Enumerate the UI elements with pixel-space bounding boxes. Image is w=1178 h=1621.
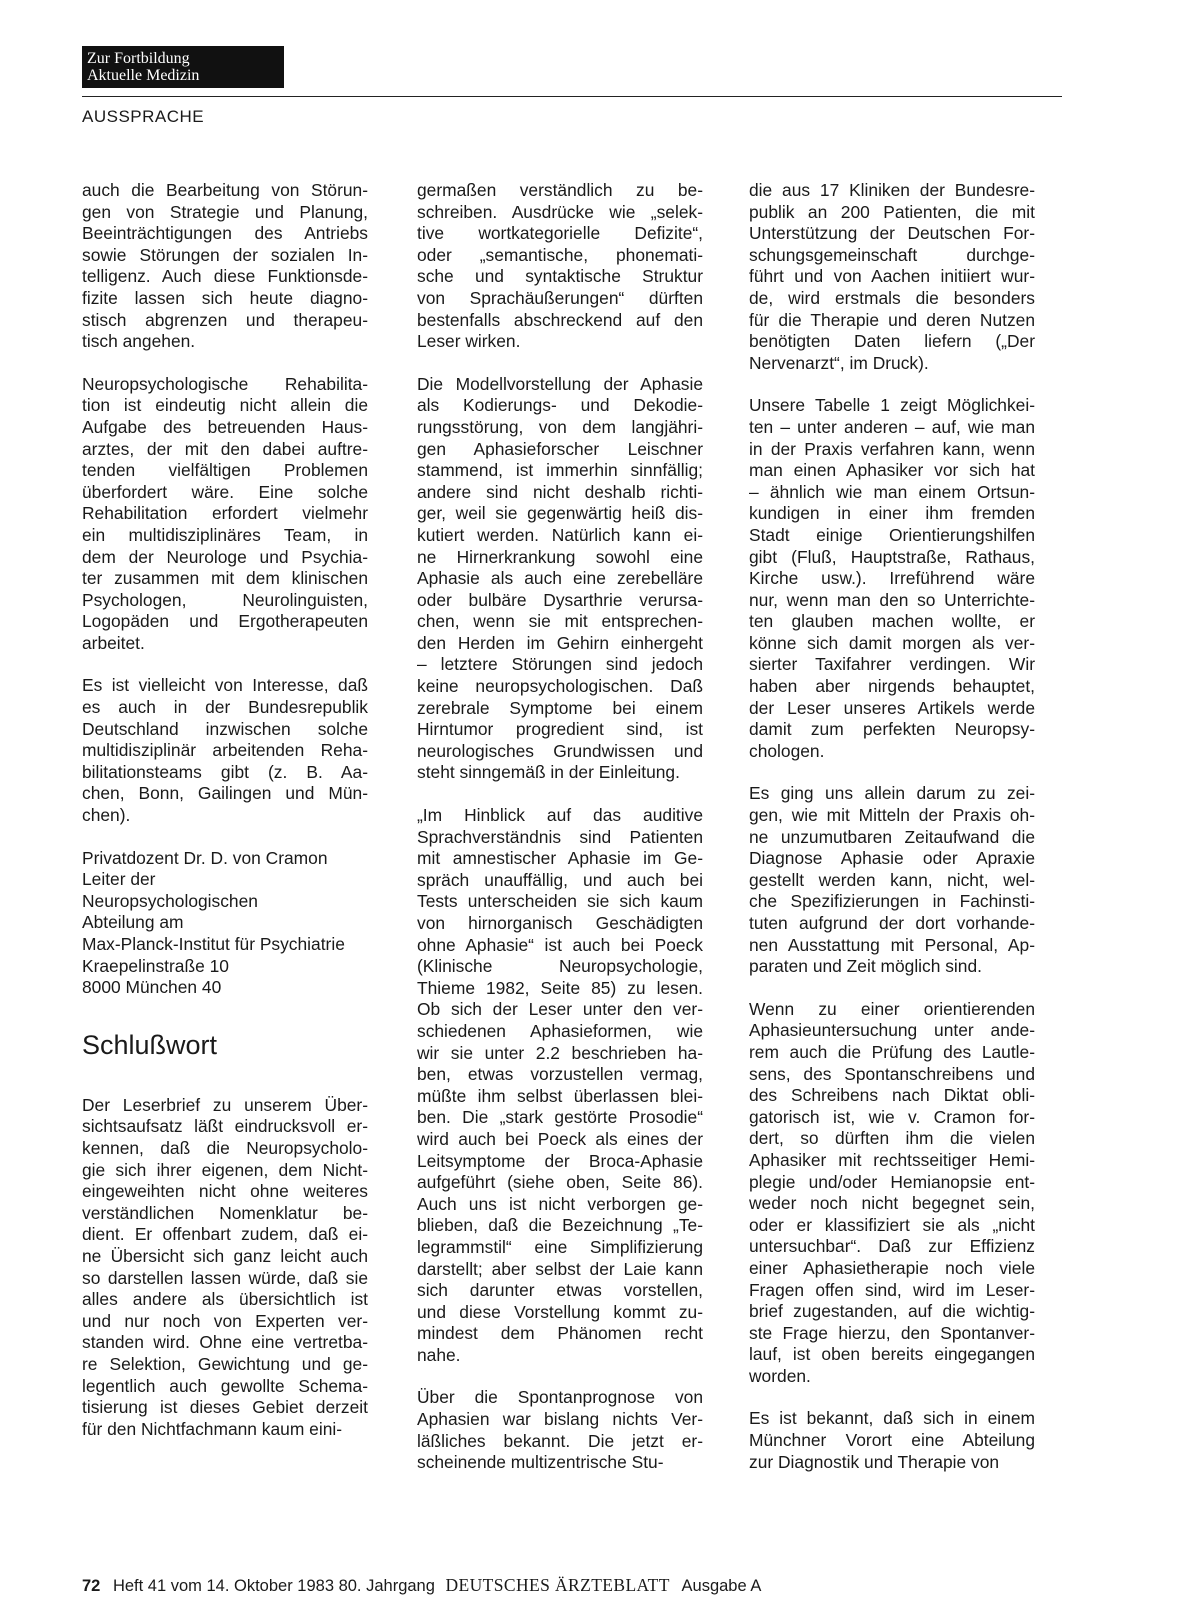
- text-line: gen Aphasieforscher Leischner: [417, 438, 703, 459]
- column-1: [82, 180, 368, 1461]
- text-line: Neuropsychologischen: [82, 890, 258, 911]
- text-line: weder noch nicht begegnet sein,: [749, 1193, 1035, 1214]
- col2-paragraph-2: [417, 374, 703, 784]
- text-line: Kirche usw.). Irreführend wäre: [749, 568, 1035, 589]
- text-line: Aufgabe des betreuenden Haus-: [82, 416, 368, 437]
- text-line: 8000 München 40: [82, 977, 222, 998]
- column-2: [417, 180, 703, 1495]
- text-line: den Herden im Gehirn einhergeht: [417, 632, 703, 653]
- text-line: Aphasien war bislang nichts Ver-: [417, 1409, 703, 1430]
- text-line: Über die Spontanprognose von: [417, 1387, 703, 1408]
- edition: Ausgabe A: [681, 1577, 762, 1595]
- text-line: mit amnestischer Aphasie im Ge-: [417, 848, 703, 869]
- text-line: tisch angehen.: [82, 331, 196, 352]
- text-line: Aphasiker mit rechtsseitiger Hemi-: [749, 1149, 1035, 1170]
- text-line: ger, weil sie gegenwärtig heiß dis-: [417, 503, 703, 524]
- text-line: Privatdozent Dr. D. von Cramon: [82, 847, 328, 868]
- text-line: schiedenen Aphasieformen, wie: [417, 1020, 703, 1041]
- col1-paragraph-2: [82, 374, 368, 655]
- text-line: man einen Aphasiker vor sich hat: [749, 460, 1035, 481]
- text-line: paraten und Zeit möglich sind.: [749, 956, 982, 977]
- text-line: überfordert wäre. Eine solche: [82, 481, 368, 502]
- text-line: eingeweihten nicht ohne weiteres: [82, 1181, 368, 1202]
- text-line: Münchner Vorort eine Abteilung: [749, 1430, 1035, 1451]
- text-line: sichtsaufsatz läßt eindrucksvoll er-: [82, 1116, 368, 1137]
- text-line: ohne Aphasie“ ist auch bei Poeck: [417, 934, 703, 955]
- text-line: gatorisch ist, wie v. Cramon for-: [749, 1106, 1035, 1127]
- text-line: von Sprachäußerungen“ dürften: [417, 287, 703, 308]
- text-line: de, wird erstmals die besonders: [749, 287, 1035, 308]
- text-line: in der Praxis verfahren kann, wenn: [749, 438, 1035, 459]
- text-line: es auch in der Bundesrepublik: [82, 697, 368, 718]
- text-line: kutiert werden. Natürlich kann ei-: [417, 524, 703, 545]
- column-3: [749, 180, 1035, 1494]
- text-line: Diagnose Aphasie oder Apraxie: [749, 848, 1035, 869]
- text-line: Leiter der: [82, 869, 156, 890]
- text-line: gestellt werden kann, nicht, wel-: [749, 869, 1035, 890]
- text-line: multidisziplinär arbeitenden Reha-: [82, 740, 368, 761]
- text-line: rem auch die Prüfung des Lautle-: [749, 1041, 1035, 1062]
- text-line: sowie Störungen der sozialen In-: [82, 244, 368, 265]
- text-line: sens, des Spontanschreibens und: [749, 1063, 1035, 1084]
- text-line: aufgeführt (siehe oben, Seite 86).: [417, 1172, 703, 1193]
- text-line: könne sich damit morgen als ver-: [749, 632, 1035, 653]
- page-number: 72: [82, 1577, 101, 1595]
- text-line: rungsstörung, von dem langjähri-: [417, 416, 703, 437]
- col3-paragraph-2: [749, 395, 1035, 762]
- text-line: Abteilung am: [82, 912, 184, 933]
- text-line: Der Leserbrief zu unserem Über-: [82, 1094, 368, 1115]
- text-line: Fragen offen sind, wird im Leser-: [749, 1279, 1035, 1300]
- text-line: gibt (Fluß, Hauptstraße, Rathaus,: [749, 546, 1035, 567]
- text-line: worden.: [749, 1365, 811, 1386]
- text-line: sich darunter etwas vorstellen,: [417, 1280, 703, 1301]
- text-line: brief zugestanden, auf die wichtig-: [749, 1301, 1035, 1322]
- text-line: Ob sich der Leser unter den ver-: [417, 999, 703, 1020]
- text-line: auch die Bearbeitung von Störun-: [82, 180, 368, 200]
- text-line: germaßen verständlich zu be-: [417, 180, 703, 200]
- text-line: Aphasieuntersuchung unter ande-: [749, 1020, 1035, 1041]
- text-line: Leser wirken.: [417, 331, 521, 352]
- text-line: tenden vielfältigen Problemen: [82, 460, 368, 481]
- text-line: ten glauben machen wollte, er: [749, 611, 1035, 632]
- text-line: Wenn zu einer orientierenden: [749, 998, 1035, 1019]
- section-label: AUSSPRACHE: [82, 107, 205, 126]
- text-line: gen, wie mit Mitteln der Praxis oh-: [749, 805, 1035, 826]
- text-line: ste Frage hierzu, den Spontanver-: [749, 1322, 1035, 1343]
- text-line: standen wird. Ohne eine vertretba-: [82, 1332, 368, 1353]
- text-line: nahe.: [417, 1344, 461, 1365]
- text-line: zur Diagnostik und Therapie von: [749, 1451, 1000, 1472]
- text-line: stammend, ist immerhin sinnfällig;: [417, 460, 703, 481]
- text-line: darstellt; aber selbst der Laie kann: [417, 1258, 703, 1279]
- author-address: [82, 848, 368, 999]
- text-line: chen).: [82, 805, 131, 826]
- text-line: gie sich ihrer eigenen, dem Nicht-: [82, 1159, 368, 1180]
- text-line: legrammstil“ eine Simplifizierung: [417, 1236, 703, 1257]
- col3-paragraph-4: [749, 999, 1035, 1388]
- text-line: führt und von Aachen initiiert wur-: [749, 266, 1035, 287]
- text-line: mindest dem Phänomen recht: [417, 1323, 703, 1344]
- text-line: Sprachverständnis sind Patienten: [417, 826, 703, 847]
- text-line: arztes, der mit den dabei auftre-: [82, 438, 368, 459]
- text-line: arbeitet.: [82, 632, 145, 653]
- text-line: plegie und/oder Hemianopsie ent-: [749, 1171, 1035, 1192]
- text-line: und diese Vorstellung kommt zu-: [417, 1301, 703, 1322]
- col2-paragraph-3: [417, 805, 703, 1366]
- text-line: che Spezifizierungen in Fachinsti-: [749, 891, 1035, 912]
- text-line: Unterstützung der Deutschen For-: [749, 223, 1035, 244]
- text-line: schreiben. Ausdrücke wie „selek-: [417, 201, 703, 222]
- text-line: nur, wenn man den so Unterrichte-: [749, 589, 1035, 610]
- page-footer: [82, 1575, 761, 1596]
- text-line: stisch abgrenzen und therapeu-: [82, 309, 368, 330]
- col3-paragraph-5: [749, 1408, 1035, 1473]
- header-rule: [82, 96, 1062, 97]
- banner-line-2: Aktuelle Medizin: [87, 67, 200, 84]
- text-line: sierter Taxifahrer verdingen. Wir: [749, 654, 1035, 675]
- col1-paragraph-3: [82, 675, 368, 826]
- text-line: chologen.: [749, 740, 825, 761]
- text-line: Max-Planck-Institut für Psychiatrie: [82, 934, 345, 954]
- col3-paragraph-1: [749, 180, 1035, 374]
- text-line: Kraepelinstraße 10: [82, 955, 229, 976]
- text-line: dem der Neurologe und Psychia-: [82, 546, 368, 567]
- text-line: zerebrale Symptome bei einem: [417, 697, 703, 718]
- text-line: wir sie unter 2.2 beschrieben ha-: [417, 1042, 703, 1063]
- text-line: einer Aphasietherapie noch viele: [749, 1257, 1035, 1278]
- section-banner: [82, 46, 284, 88]
- text-line: Es ist vielleicht von Interesse, daß: [82, 675, 368, 696]
- text-line: müßte ihm selbst überlassen blei-: [417, 1085, 703, 1106]
- text-line: chen, Bonn, Gailingen und Mün-: [82, 783, 368, 804]
- text-line: ne unzumutbaren Zeitaufwand die: [749, 826, 1035, 847]
- text-line: kundigen in einer ihm fremden: [749, 503, 1035, 524]
- text-line: untersuchbar“. Daß zur Effizienz: [749, 1236, 1035, 1257]
- text-line: ne Übersicht sich ganz leicht auch: [82, 1245, 368, 1266]
- text-line: der Leser unseres Artikels werde: [749, 697, 1035, 718]
- text-line: Hirntumor progredient sind, ist: [417, 719, 703, 740]
- text-line: Auch uns ist nicht verborgen ge-: [417, 1193, 703, 1214]
- text-line: Stadt einige Orientierungshilfen: [749, 524, 1035, 545]
- col3-paragraph-3: [749, 783, 1035, 977]
- text-line: oder er klassifiziert sie als „nicht: [749, 1214, 1035, 1235]
- text-line: so darstellen lassen würde, daß sie: [82, 1267, 368, 1288]
- text-line: steht sinngemäß in der Einleitung.: [417, 762, 680, 783]
- text-line: Leitsymptome der Broca-Aphasie: [417, 1150, 703, 1171]
- text-line: dert, so dürften ihm die vielen: [749, 1128, 1035, 1149]
- text-line: alles andere als übersichtlich ist: [82, 1289, 368, 1310]
- text-line: lauf, ist oben bereits eingegangen: [749, 1344, 1035, 1365]
- text-line: spräch unauffällig, und auch bei: [417, 869, 703, 890]
- text-line: oder bulbäre Dysarthrie verursa-: [417, 589, 703, 610]
- text-line: ein multidisziplinäres Team, in: [82, 524, 368, 545]
- text-line: nen Ausstattung mit Personal, Ap-: [749, 934, 1035, 955]
- text-line: verständlichen Nomenklatur be-: [82, 1202, 368, 1223]
- text-line: fizite lassen sich heute diagno-: [82, 287, 368, 308]
- text-line: Die Modellvorstellung der Aphasie: [417, 373, 703, 394]
- text-line: für den Nichtfachmann kaum eini-: [82, 1418, 343, 1439]
- journal-name: DEUTSCHES ÄRZTEBLATT: [445, 1575, 670, 1595]
- text-line: haben aber nirgends behauptet,: [749, 676, 1035, 697]
- text-line: wird auch bei Poeck als eines der: [417, 1128, 703, 1149]
- text-line: tive wortkategorielle Defizite“,: [417, 223, 703, 244]
- text-line: Neuropsychologische Rehabilita-: [82, 373, 368, 394]
- text-line: Deutschland inzwischen solche: [82, 718, 368, 739]
- col1-paragraph-4: [82, 1095, 368, 1441]
- text-line: „Im Hinblick auf das auditive: [417, 805, 703, 826]
- text-line: gen von Strategie und Planung,: [82, 201, 368, 222]
- text-line: kennen, daß die Neuropsycholo-: [82, 1137, 368, 1158]
- text-line: und nur noch von Experten ver-: [82, 1310, 368, 1331]
- text-line: ben. Die „stark gestörte Prosodie“: [417, 1107, 703, 1128]
- text-line: Logopäden und Ergotherapeuten: [82, 611, 368, 632]
- col2-paragraph-1: [417, 180, 703, 353]
- text-line: – letztere Störungen sind jedoch: [417, 654, 703, 675]
- text-line: Unsere Tabelle 1 zeigt Möglichkei-: [749, 395, 1035, 416]
- text-line: dient. Er offenbart zudem, daß ei-: [82, 1224, 368, 1245]
- text-line: Psychologen, Neurolinguisten,: [82, 589, 368, 610]
- col2-paragraph-4: [417, 1387, 703, 1473]
- text-line: bilitationsteams gibt (z. B. Aa-: [82, 761, 368, 782]
- text-line: ne Hirnerkrankung sowohl eine: [417, 546, 703, 567]
- text-line: von hirnorganisch Geschädigten: [417, 913, 703, 933]
- text-line: andere sind nicht deshalb richti-: [417, 481, 703, 502]
- text-line: re Selektion, Gewichtung und ge-: [82, 1353, 368, 1374]
- text-line: legentlich auch gewollte Schema-: [82, 1375, 368, 1396]
- text-line: Es ist bekannt, daß sich in einem: [749, 1408, 1035, 1429]
- banner-line-1: Zur Fortbildung: [87, 50, 190, 67]
- text-line: Aphasie als auch eine zerebelläre: [417, 568, 703, 589]
- text-line: als Kodierungs- und Dekodie-: [417, 395, 703, 416]
- text-line: – ähnlich wie man einem Ortsun-: [749, 481, 1035, 502]
- text-line: (Klinische Neuropsychologie,: [417, 956, 703, 977]
- text-line: sche und syntaktische Struktur: [417, 266, 703, 287]
- text-line: ben, etwas vorzustellen vermag,: [417, 1064, 703, 1085]
- text-line: läßliches bekannt. Die jetzt er-: [417, 1430, 703, 1451]
- text-line: für die Therapie und deren Nutzen: [749, 309, 1035, 330]
- issue-info: Heft 41 vom 14. Oktober 1983 80. Jahrgang: [112, 1577, 435, 1595]
- text-line: ter zusammen mit dem klinischen: [82, 568, 368, 589]
- text-line: Tests unterscheiden sie sich kaum: [417, 891, 703, 912]
- text-line: telligenz. Auch diese Funktionsde-: [82, 266, 368, 287]
- text-line: tion ist eindeutig nicht allein die: [82, 395, 368, 416]
- text-line: Es ging uns allein darum zu zei-: [749, 783, 1035, 804]
- section-heading: Schlußwort: [82, 1029, 218, 1060]
- text-line: chen, wenn sie mit entsprechen-: [417, 611, 703, 632]
- text-line: Rehabilitation erfordert vielmehr: [82, 503, 368, 524]
- text-line: Beeinträchtigungen des Antriebs: [82, 223, 368, 244]
- text-line: blieben, daß die Bezeichnung „Te-: [417, 1215, 703, 1236]
- text-line: neurologisches Grundwissen und: [417, 740, 703, 761]
- text-line: tisierung ist dieses Gebiet derzeit: [82, 1397, 368, 1418]
- text-line: tuten aufgrund der dort vorhande-: [749, 913, 1035, 933]
- text-line: schungsgemeinschaft durchge-: [749, 244, 1035, 265]
- text-line: Nervenarzt“, im Druck).: [749, 352, 929, 373]
- text-line: ten – unter anderen – auf, wie man: [749, 416, 1035, 437]
- col1-paragraph-1: [82, 180, 368, 353]
- text-line: damit zum perfekten Neuropsy-: [749, 719, 1035, 740]
- text-line: bestenfalls abschreckend auf den: [417, 309, 703, 330]
- text-line: benötigten Daten liefern („Der: [749, 331, 1035, 352]
- text-line: keine neuropsychologischen. Daß: [417, 676, 703, 697]
- text-line: publik an 200 Patienten, die mit: [749, 201, 1035, 222]
- text-line: oder „semantische, phonemati-: [417, 244, 703, 265]
- text-line: die aus 17 Kliniken der Bundesre-: [749, 180, 1035, 200]
- text-line: scheinende multizentrische Stu-: [417, 1452, 664, 1473]
- text-line: Thieme 1982, Seite 85) zu lesen.: [417, 977, 703, 998]
- text-line: des Schreibens nach Diktat obli-: [749, 1085, 1035, 1106]
